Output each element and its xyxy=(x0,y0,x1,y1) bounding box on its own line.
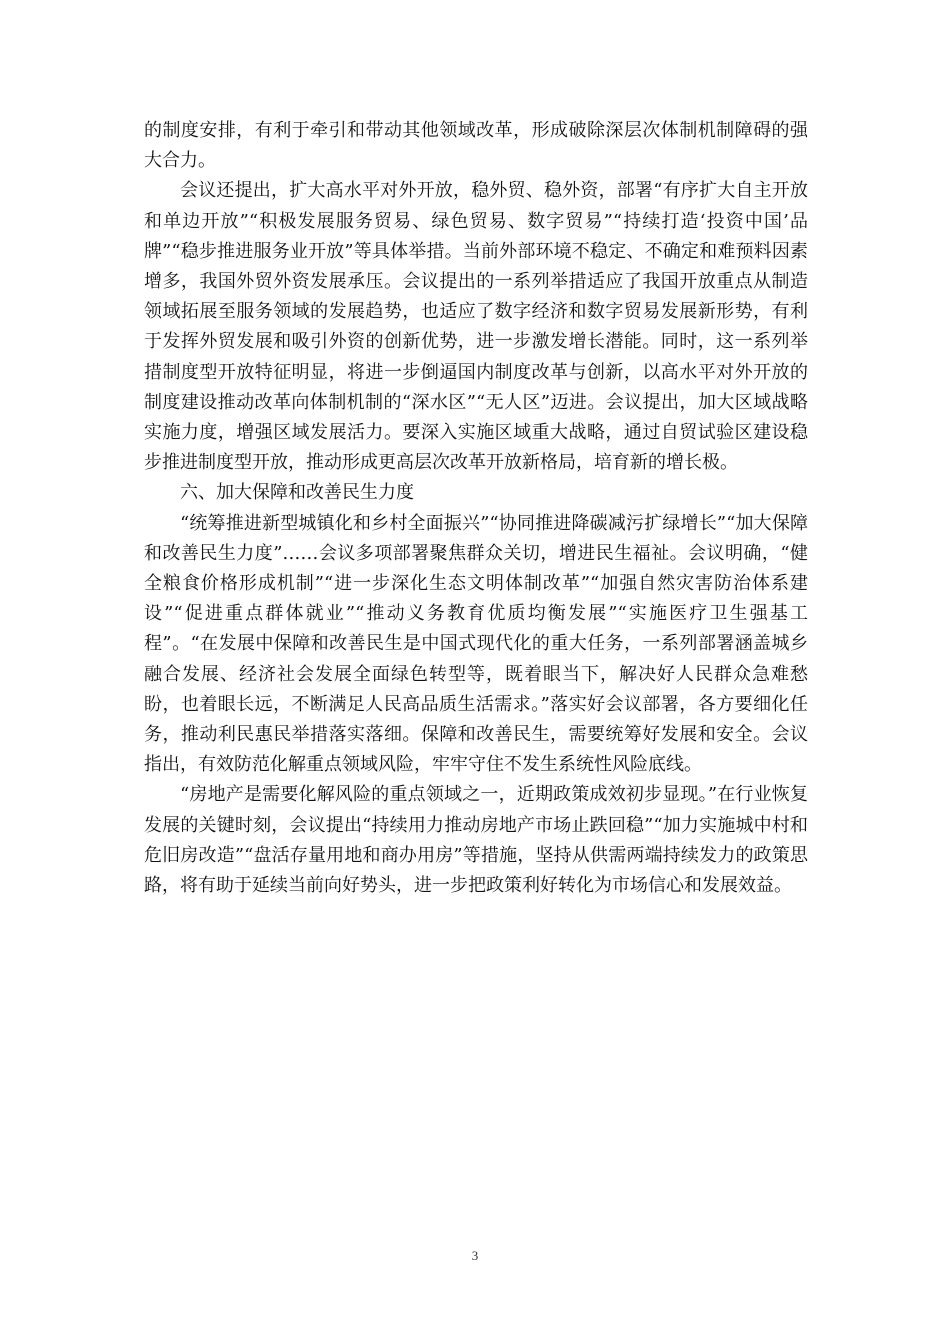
section-heading-six: 六、加大保障和改善民生力度 xyxy=(180,482,414,504)
paragraph-livelihood: “统筹推进新型城镇化和乡村全面振兴”“协同推进降碳减污扩绿增长”“加大保障和改善民生力度”……会议多项部署聚焦群众关切，增进民生福祉。会议明确，“健全粮食价格形成机制”“进一步深化生态文明体制改革”“加强自然灾害防治体系建设”“促进重点群体就业”“推动义务教育优质均衡发展”“实施医疗卫生强基工程”。“在发展中保障和改善民生是中国式现代化的重大任务，一系列部署涵盖城乡融合发展、经济社会发展全面绿色转型等，既着眼当下，解决好人民群众急难愁盼，也着眼长远，不断满足人民高品质生活需求。”落实好会议部署，各方要细化任务，推动利民惠民举措落实落细。保障和改善民生，需要统筹好发展和安全。会议指出，有效防范化解重点领域风险，牢牢守住不发生系统性风险底线。 xyxy=(144,512,808,776)
paragraph-continuation: 的制度安排，有利于牵引和带动其他领域改革，形成破除深层次体制机制障碍的强大合力。 xyxy=(144,120,808,172)
body-text xyxy=(144,116,808,901)
paragraph-real-estate: “房地产是需要化解风险的重点领域之一，近期政策成效初步显现。”在行业恢复发展的关键时刻，会议提出“持续用力推动房地产市场止跌回稳”“加力实施城中村和危旧房改造”“盘活存量用地和商办用房”等措施，坚持从供需两端持续发力的政策思路，将有助于延续当前向好势头，进一步把政策利好转化为市场信心和发展效益。 xyxy=(144,784,808,897)
paragraph-opening-up: 会议还提出，扩大高水平对外开放，稳外贸、稳外资，部署“有序扩大自主开放和单边开放”“积极发展服务贸易、绿色贸易、数字贸易”“持续打造‘投资中国’品牌”“稳步推进服务业开放”等具体举措。当前外部环境不稳定、不确定和难预料因素增多，我国外贸外资发展承压。会议提出的一系列举措适应了我国开放重点从制造领域拓展至服务领域的发展趋势，也适应了数字经济和数字贸易发展新形势，有利于发挥外贸发展和吸引外资的创新优势，进一步激发增长潜能。同时，这一系列举措制度型开放特征明显，将进一步倒逼国内制度改革与创新，以高水平对外开放的制度建设推动改革向体制机制的“深水区”“无人区”迈进。会议提出，加大区域战略实施力度，增强区域发展活力。要深入实施区域重大战略，通过自贸试验区建设稳步推进制度型开放，推动形成更高层次改革开放新格局，培育新的增长极。 xyxy=(144,180,808,474)
page-number: 3 xyxy=(471,1248,479,1263)
